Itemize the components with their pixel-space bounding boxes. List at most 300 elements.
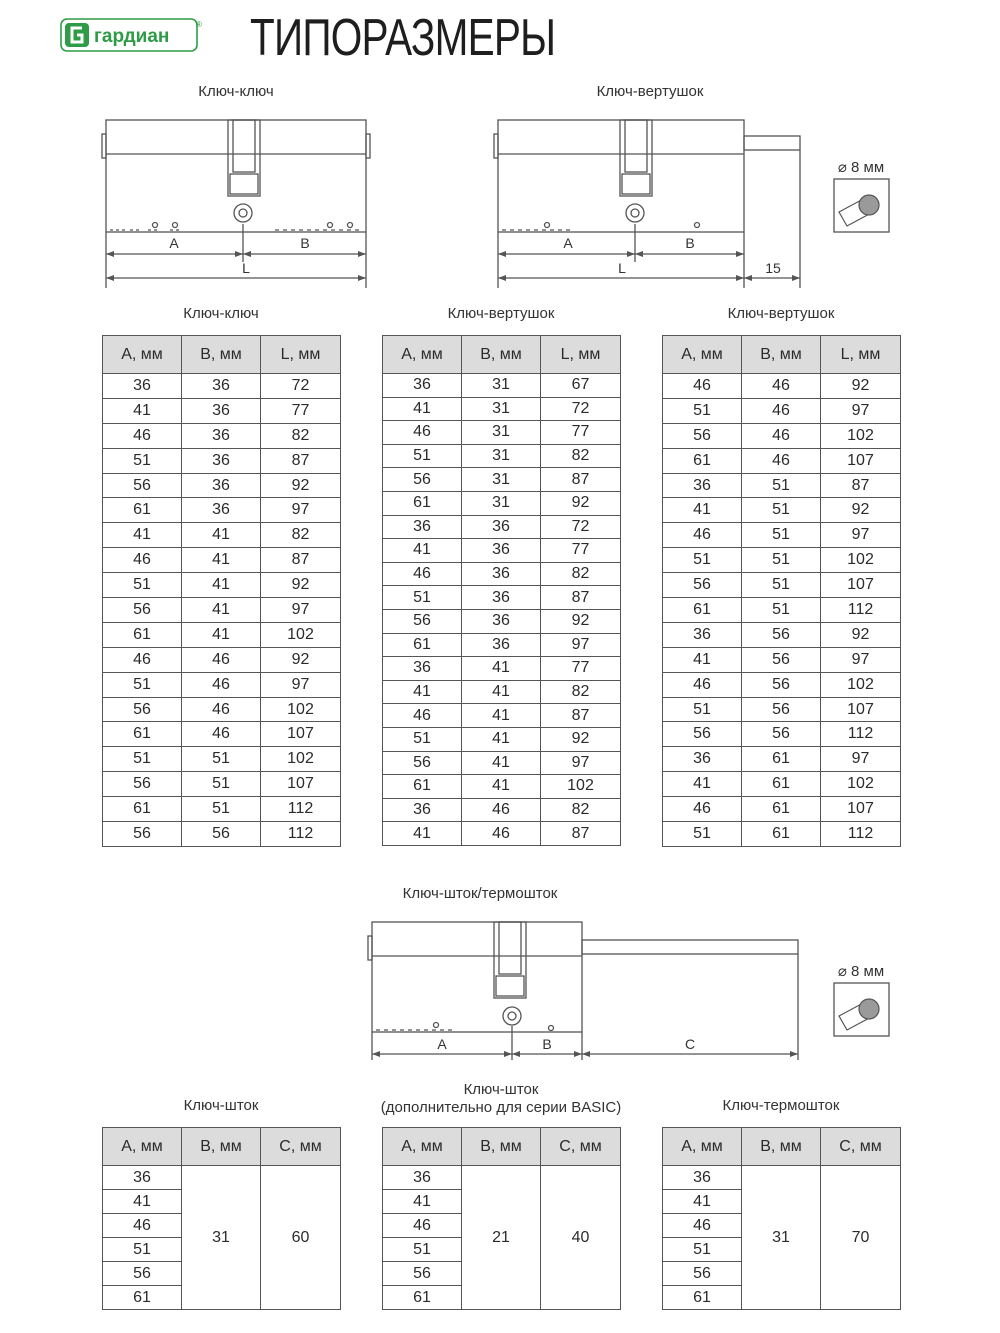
- size-table-key-thumb-1: [382, 335, 621, 846]
- table-cell: 51: [383, 586, 462, 610]
- table-cell: 41: [182, 548, 261, 573]
- table-cell: 46: [742, 423, 821, 448]
- table-cell: 36: [663, 747, 742, 772]
- table-cell: 77: [541, 539, 621, 563]
- table-cell: 56: [103, 697, 182, 722]
- table-cell: 46: [383, 562, 462, 586]
- table-cell: 51: [663, 548, 742, 573]
- table-cell: 51: [103, 573, 182, 598]
- table-cell: 56: [663, 722, 742, 747]
- table-cell: 56: [383, 468, 462, 492]
- table-cell: 51: [663, 822, 742, 847]
- table-cell: 41: [663, 647, 742, 672]
- table-cell: 46: [462, 798, 541, 822]
- table-row: [663, 523, 901, 548]
- size-table-key-key: [102, 335, 341, 847]
- table-cell: 72: [261, 374, 341, 399]
- table-cell: 102: [541, 775, 621, 799]
- table-cell: 92: [261, 473, 341, 498]
- table-row: [663, 473, 901, 498]
- table-cell: 102: [261, 697, 341, 722]
- table-cell: 107: [821, 797, 901, 822]
- svg-text:A: A: [563, 235, 573, 251]
- table-cell: 61: [383, 633, 462, 657]
- diagram-caption-key-key: Ключ-ключ: [198, 83, 274, 100]
- table-cell: 56: [103, 772, 182, 797]
- header-a: A, мм: [103, 336, 182, 374]
- brand-name: гардиан: [94, 26, 170, 47]
- table-cell: 46: [663, 1214, 742, 1238]
- header-b: B, мм: [182, 1128, 261, 1166]
- table-cell: 51: [742, 598, 821, 623]
- table-cell: 41: [383, 397, 462, 421]
- table-cell: 107: [261, 772, 341, 797]
- table-row: [383, 704, 621, 728]
- table-row: [383, 822, 621, 846]
- table-row: [663, 822, 901, 847]
- table-row: [383, 609, 621, 633]
- table-cell: 41: [462, 727, 541, 751]
- table-cell: 51: [742, 523, 821, 548]
- table-cell: 107: [261, 722, 341, 747]
- table-cell: 36: [462, 562, 541, 586]
- table-cell: 67: [541, 374, 621, 398]
- table-cell: 61: [742, 822, 821, 847]
- table-caption-5-line2: (дополнительно для серии BASIC): [380, 1099, 622, 1116]
- table-cell: 56: [182, 822, 261, 847]
- table-cell: 87: [541, 822, 621, 846]
- table-cell: 41: [462, 657, 541, 681]
- table-cell: 82: [541, 444, 621, 468]
- table-row: [103, 573, 341, 598]
- table-cell: 36: [182, 448, 261, 473]
- table-cell: 92: [821, 374, 901, 399]
- table-cell: 92: [821, 498, 901, 523]
- table-row: [103, 647, 341, 672]
- table-cell: 107: [821, 448, 901, 473]
- table-cell: 82: [541, 680, 621, 704]
- table-row: [663, 598, 901, 623]
- gardian-logo: [60, 18, 202, 52]
- table-row: [663, 398, 901, 423]
- table-cell: 112: [821, 722, 901, 747]
- table-cell: 61: [383, 491, 462, 515]
- table-cell: 46: [182, 647, 261, 672]
- table-row: [663, 448, 901, 473]
- table-cell: 46: [182, 672, 261, 697]
- table-cell: 46: [103, 423, 182, 448]
- table-cell: 97: [541, 751, 621, 775]
- table-cell: 87: [261, 448, 341, 473]
- table-cell: 36: [182, 398, 261, 423]
- table-cell: 51: [663, 1238, 742, 1262]
- table-cell: 61: [742, 797, 821, 822]
- table-row: [383, 397, 621, 421]
- table-cell: 87: [541, 704, 621, 728]
- table-cell: 102: [821, 423, 901, 448]
- table-cell: 46: [182, 697, 261, 722]
- table-cell: 41: [462, 704, 541, 728]
- table-cell: 36: [462, 609, 541, 633]
- size-table-key-thumb-2: [662, 335, 901, 847]
- table-cell: 31: [462, 421, 541, 445]
- table-cell: 102: [261, 747, 341, 772]
- table-cell: 36: [103, 1166, 182, 1190]
- table-cell: 41: [663, 498, 742, 523]
- table-cell: 97: [821, 647, 901, 672]
- diameter-label-2: ⌀ 8 мм: [837, 963, 885, 980]
- table-cell: 82: [541, 562, 621, 586]
- table-cell: 51: [663, 697, 742, 722]
- header-a: A, мм: [663, 336, 742, 374]
- table-cell: 41: [182, 622, 261, 647]
- table-cell: 51: [103, 1238, 182, 1262]
- svg-text:C: C: [684, 1036, 696, 1052]
- registered-mark: ®: [196, 20, 202, 29]
- table-cell: 46: [383, 704, 462, 728]
- table-cell: 51: [103, 672, 182, 697]
- table-cell: 61: [663, 448, 742, 473]
- header-a: A, мм: [383, 1128, 462, 1166]
- table-caption-5-line1: Ключ-шток: [463, 1081, 539, 1098]
- table-cell: 51: [663, 398, 742, 423]
- table-cell: 61: [103, 622, 182, 647]
- table-cell: 46: [103, 647, 182, 672]
- table-row: [103, 498, 341, 523]
- table-cell: 82: [261, 423, 341, 448]
- table-row: [383, 775, 621, 799]
- table-cell: 97: [821, 523, 901, 548]
- table-cell: 41: [103, 1190, 182, 1214]
- table-cell: 41: [383, 680, 462, 704]
- table-cell: 36: [383, 374, 462, 398]
- table-cell: 31: [462, 444, 541, 468]
- table-row: [103, 672, 341, 697]
- table-row: [383, 468, 621, 492]
- table-row: [103, 448, 341, 473]
- table-row: [663, 498, 901, 523]
- table-cell: 72: [541, 397, 621, 421]
- table-row: [383, 727, 621, 751]
- svg-text:A: A: [437, 1036, 447, 1052]
- table-cell: 102: [821, 672, 901, 697]
- table-cell: 41: [462, 751, 541, 775]
- table-cell: 61: [742, 772, 821, 797]
- table-cell: 36: [462, 515, 541, 539]
- diagram-key-rod: [366, 914, 812, 1064]
- table-cell: 97: [821, 398, 901, 423]
- table-cell: 36: [462, 539, 541, 563]
- size-table-key-rod-basic: [382, 1127, 621, 1310]
- table-cell: 77: [541, 657, 621, 681]
- table-row: [103, 398, 341, 423]
- table-cell: 56: [742, 647, 821, 672]
- table-cell: 87: [541, 468, 621, 492]
- table-cell: 61: [663, 598, 742, 623]
- diagram-caption-key-thumb: Ключ-вертушок: [596, 83, 704, 100]
- table-cell: 56: [663, 1262, 742, 1286]
- table-cell: 46: [103, 548, 182, 573]
- table-cell: 36: [383, 657, 462, 681]
- table-row: [383, 633, 621, 657]
- table-cell: 51: [383, 444, 462, 468]
- table-cell: 41: [462, 680, 541, 704]
- header-a: A, мм: [383, 336, 462, 374]
- table-cell: 61: [742, 747, 821, 772]
- table-row: [103, 747, 341, 772]
- table-caption-3: Ключ-вертушок: [727, 305, 835, 322]
- table-cell: 87: [261, 548, 341, 573]
- table-cell: 46: [663, 374, 742, 399]
- table-cell: 82: [261, 523, 341, 548]
- table-row: [383, 491, 621, 515]
- diagram-key-thumb: [492, 112, 812, 292]
- table-cell: 56: [663, 423, 742, 448]
- table-cell: 36: [663, 473, 742, 498]
- header-l: L, мм: [821, 336, 901, 374]
- table-cell: 56: [742, 722, 821, 747]
- table-cell: 51: [103, 448, 182, 473]
- table-row: [383, 515, 621, 539]
- table-cell: 36: [383, 1166, 462, 1190]
- table-cell: 87: [541, 586, 621, 610]
- table-row: [663, 374, 901, 399]
- table-cell: 92: [541, 491, 621, 515]
- table-cell: 46: [663, 523, 742, 548]
- table-cell: 46: [663, 797, 742, 822]
- diagram-key-key: [100, 112, 380, 292]
- table-row: [383, 1166, 621, 1190]
- table-cell: 92: [541, 727, 621, 751]
- table-cell: 56: [383, 1262, 462, 1286]
- table-cell: 102: [821, 772, 901, 797]
- table-cell: 31: [462, 374, 541, 398]
- table-cell: 56: [383, 609, 462, 633]
- table-row: [103, 822, 341, 847]
- table-row: [103, 374, 341, 399]
- svg-text:B: B: [542, 1036, 552, 1052]
- table-cell: 87: [821, 473, 901, 498]
- table-row: [383, 562, 621, 586]
- table-cell: 46: [182, 722, 261, 747]
- table-cell: 92: [821, 622, 901, 647]
- table-row: [103, 797, 341, 822]
- table-row: [103, 722, 341, 747]
- table-cell: 51: [383, 727, 462, 751]
- table-cell: 61: [103, 797, 182, 822]
- table-cell: 41: [182, 598, 261, 623]
- header-c: C, мм: [261, 1128, 341, 1166]
- svg-text:B: B: [685, 235, 695, 251]
- table-cell: 41: [383, 1190, 462, 1214]
- header-b: B, мм: [462, 336, 541, 374]
- table-cell: 46: [742, 398, 821, 423]
- header-a: A, мм: [663, 1128, 742, 1166]
- table-cell: 41: [383, 822, 462, 846]
- table-cell: 46: [103, 1214, 182, 1238]
- table-row: [383, 798, 621, 822]
- table-cell: 112: [821, 822, 901, 847]
- table-row: [103, 1166, 341, 1190]
- table-row: [663, 423, 901, 448]
- table-cell: 61: [103, 722, 182, 747]
- table-cell-b: 31: [742, 1166, 821, 1310]
- table-cell: 41: [663, 1190, 742, 1214]
- table-cell: 46: [383, 421, 462, 445]
- table-cell-c: 40: [541, 1166, 621, 1310]
- table-cell: 56: [663, 573, 742, 598]
- table-cell: 107: [821, 697, 901, 722]
- table-cell-b: 21: [462, 1166, 541, 1310]
- table-cell: 56: [103, 1262, 182, 1286]
- table-cell: 61: [663, 1286, 742, 1310]
- table-row: [663, 672, 901, 697]
- table-cell: 92: [261, 573, 341, 598]
- header-l: L, мм: [261, 336, 341, 374]
- table-caption-4: Ключ-шток: [183, 1097, 259, 1114]
- table-cell: 92: [261, 647, 341, 672]
- rod-section-icon: [833, 982, 891, 1038]
- table-row: [383, 680, 621, 704]
- table-row: [103, 473, 341, 498]
- size-table-key-rod: [102, 1127, 341, 1310]
- header-c: C, мм: [541, 1128, 621, 1166]
- table-cell: 36: [383, 515, 462, 539]
- table-cell: 31: [462, 468, 541, 492]
- header-b: B, мм: [742, 336, 821, 374]
- table-cell: 36: [182, 423, 261, 448]
- table-cell: 97: [821, 747, 901, 772]
- table-row: [383, 586, 621, 610]
- table-row: [103, 598, 341, 623]
- table-cell: 61: [383, 775, 462, 799]
- table-cell: 77: [261, 398, 341, 423]
- table-cell: 41: [103, 523, 182, 548]
- size-table-key-thermorod: [662, 1127, 901, 1310]
- table-cell: 92: [541, 609, 621, 633]
- table-row: [383, 657, 621, 681]
- table-cell: 61: [383, 1286, 462, 1310]
- header-b: B, мм: [742, 1128, 821, 1166]
- table-cell: 36: [103, 374, 182, 399]
- table-cell: 72: [541, 515, 621, 539]
- table-caption-1: Ключ-ключ: [183, 305, 259, 322]
- table-cell: 51: [742, 473, 821, 498]
- svg-text:L: L: [618, 260, 626, 276]
- rod-section-icon: [833, 178, 891, 234]
- table-row: [103, 772, 341, 797]
- table-cell: 46: [663, 672, 742, 697]
- table-row: [663, 573, 901, 598]
- table-cell: 97: [261, 672, 341, 697]
- table-cell: 97: [261, 598, 341, 623]
- table-cell: 31: [462, 491, 541, 515]
- table-row: [383, 539, 621, 563]
- table-row: [663, 622, 901, 647]
- table-cell: 41: [182, 523, 261, 548]
- table-row: [663, 697, 901, 722]
- table-cell: 41: [663, 772, 742, 797]
- table-cell: 36: [383, 798, 462, 822]
- table-cell: 36: [462, 633, 541, 657]
- table-row: [663, 722, 901, 747]
- header-b: B, мм: [182, 336, 261, 374]
- table-caption-6: Ключ-термошток: [722, 1097, 840, 1114]
- table-cell: 46: [462, 822, 541, 846]
- table-cell: 51: [742, 573, 821, 598]
- table-row: [103, 523, 341, 548]
- svg-text:15: 15: [765, 260, 781, 276]
- table-cell: 46: [742, 448, 821, 473]
- table-cell-c: 70: [821, 1166, 901, 1310]
- table-row: [383, 444, 621, 468]
- table-cell: 51: [182, 797, 261, 822]
- table-cell: 51: [742, 498, 821, 523]
- table-row: [663, 747, 901, 772]
- table-cell: 56: [383, 751, 462, 775]
- table-cell: 46: [742, 374, 821, 399]
- table-cell: 56: [742, 672, 821, 697]
- table-cell: 107: [821, 573, 901, 598]
- svg-text:B: B: [300, 235, 310, 251]
- table-cell: 56: [742, 697, 821, 722]
- table-cell: 36: [182, 498, 261, 523]
- table-cell: 112: [261, 797, 341, 822]
- table-cell: 46: [383, 1214, 462, 1238]
- diagram-caption-key-rod: Ключ-шток/термошток: [402, 885, 558, 902]
- table-cell: 41: [462, 775, 541, 799]
- table-cell: 36: [663, 1166, 742, 1190]
- diameter-label-1: ⌀ 8 мм: [837, 159, 885, 176]
- table-cell: 82: [541, 798, 621, 822]
- table-cell: 56: [103, 598, 182, 623]
- table-cell: 36: [462, 586, 541, 610]
- table-cell: 51: [742, 548, 821, 573]
- table-cell: 51: [103, 747, 182, 772]
- table-cell: 102: [821, 548, 901, 573]
- page-title: ТИПОРАЗМЕРЫ: [250, 9, 556, 67]
- table-cell: 56: [103, 473, 182, 498]
- table-cell: 61: [103, 1286, 182, 1310]
- table-cell: 77: [541, 421, 621, 445]
- table-row: [663, 772, 901, 797]
- table-cell: 102: [261, 622, 341, 647]
- svg-text:A: A: [169, 235, 179, 251]
- table-cell: 56: [103, 822, 182, 847]
- table-row: [103, 423, 341, 448]
- header-l: L, мм: [541, 336, 621, 374]
- table-cell: 51: [182, 772, 261, 797]
- table-cell: 41: [383, 539, 462, 563]
- table-caption-2: Ключ-вертушок: [447, 305, 555, 322]
- table-cell: 41: [103, 398, 182, 423]
- table-cell-c: 60: [261, 1166, 341, 1310]
- table-cell: 61: [103, 498, 182, 523]
- table-row: [663, 1166, 901, 1190]
- table-row: [663, 797, 901, 822]
- table-cell: 31: [462, 397, 541, 421]
- svg-text:L: L: [242, 260, 250, 276]
- table-row: [663, 548, 901, 573]
- table-row: [383, 421, 621, 445]
- table-cell: 112: [821, 598, 901, 623]
- table-cell: 56: [742, 622, 821, 647]
- table-row: [103, 697, 341, 722]
- table-row: [383, 374, 621, 398]
- header-a: A, мм: [103, 1128, 182, 1166]
- table-cell: 36: [663, 622, 742, 647]
- table-row: [383, 751, 621, 775]
